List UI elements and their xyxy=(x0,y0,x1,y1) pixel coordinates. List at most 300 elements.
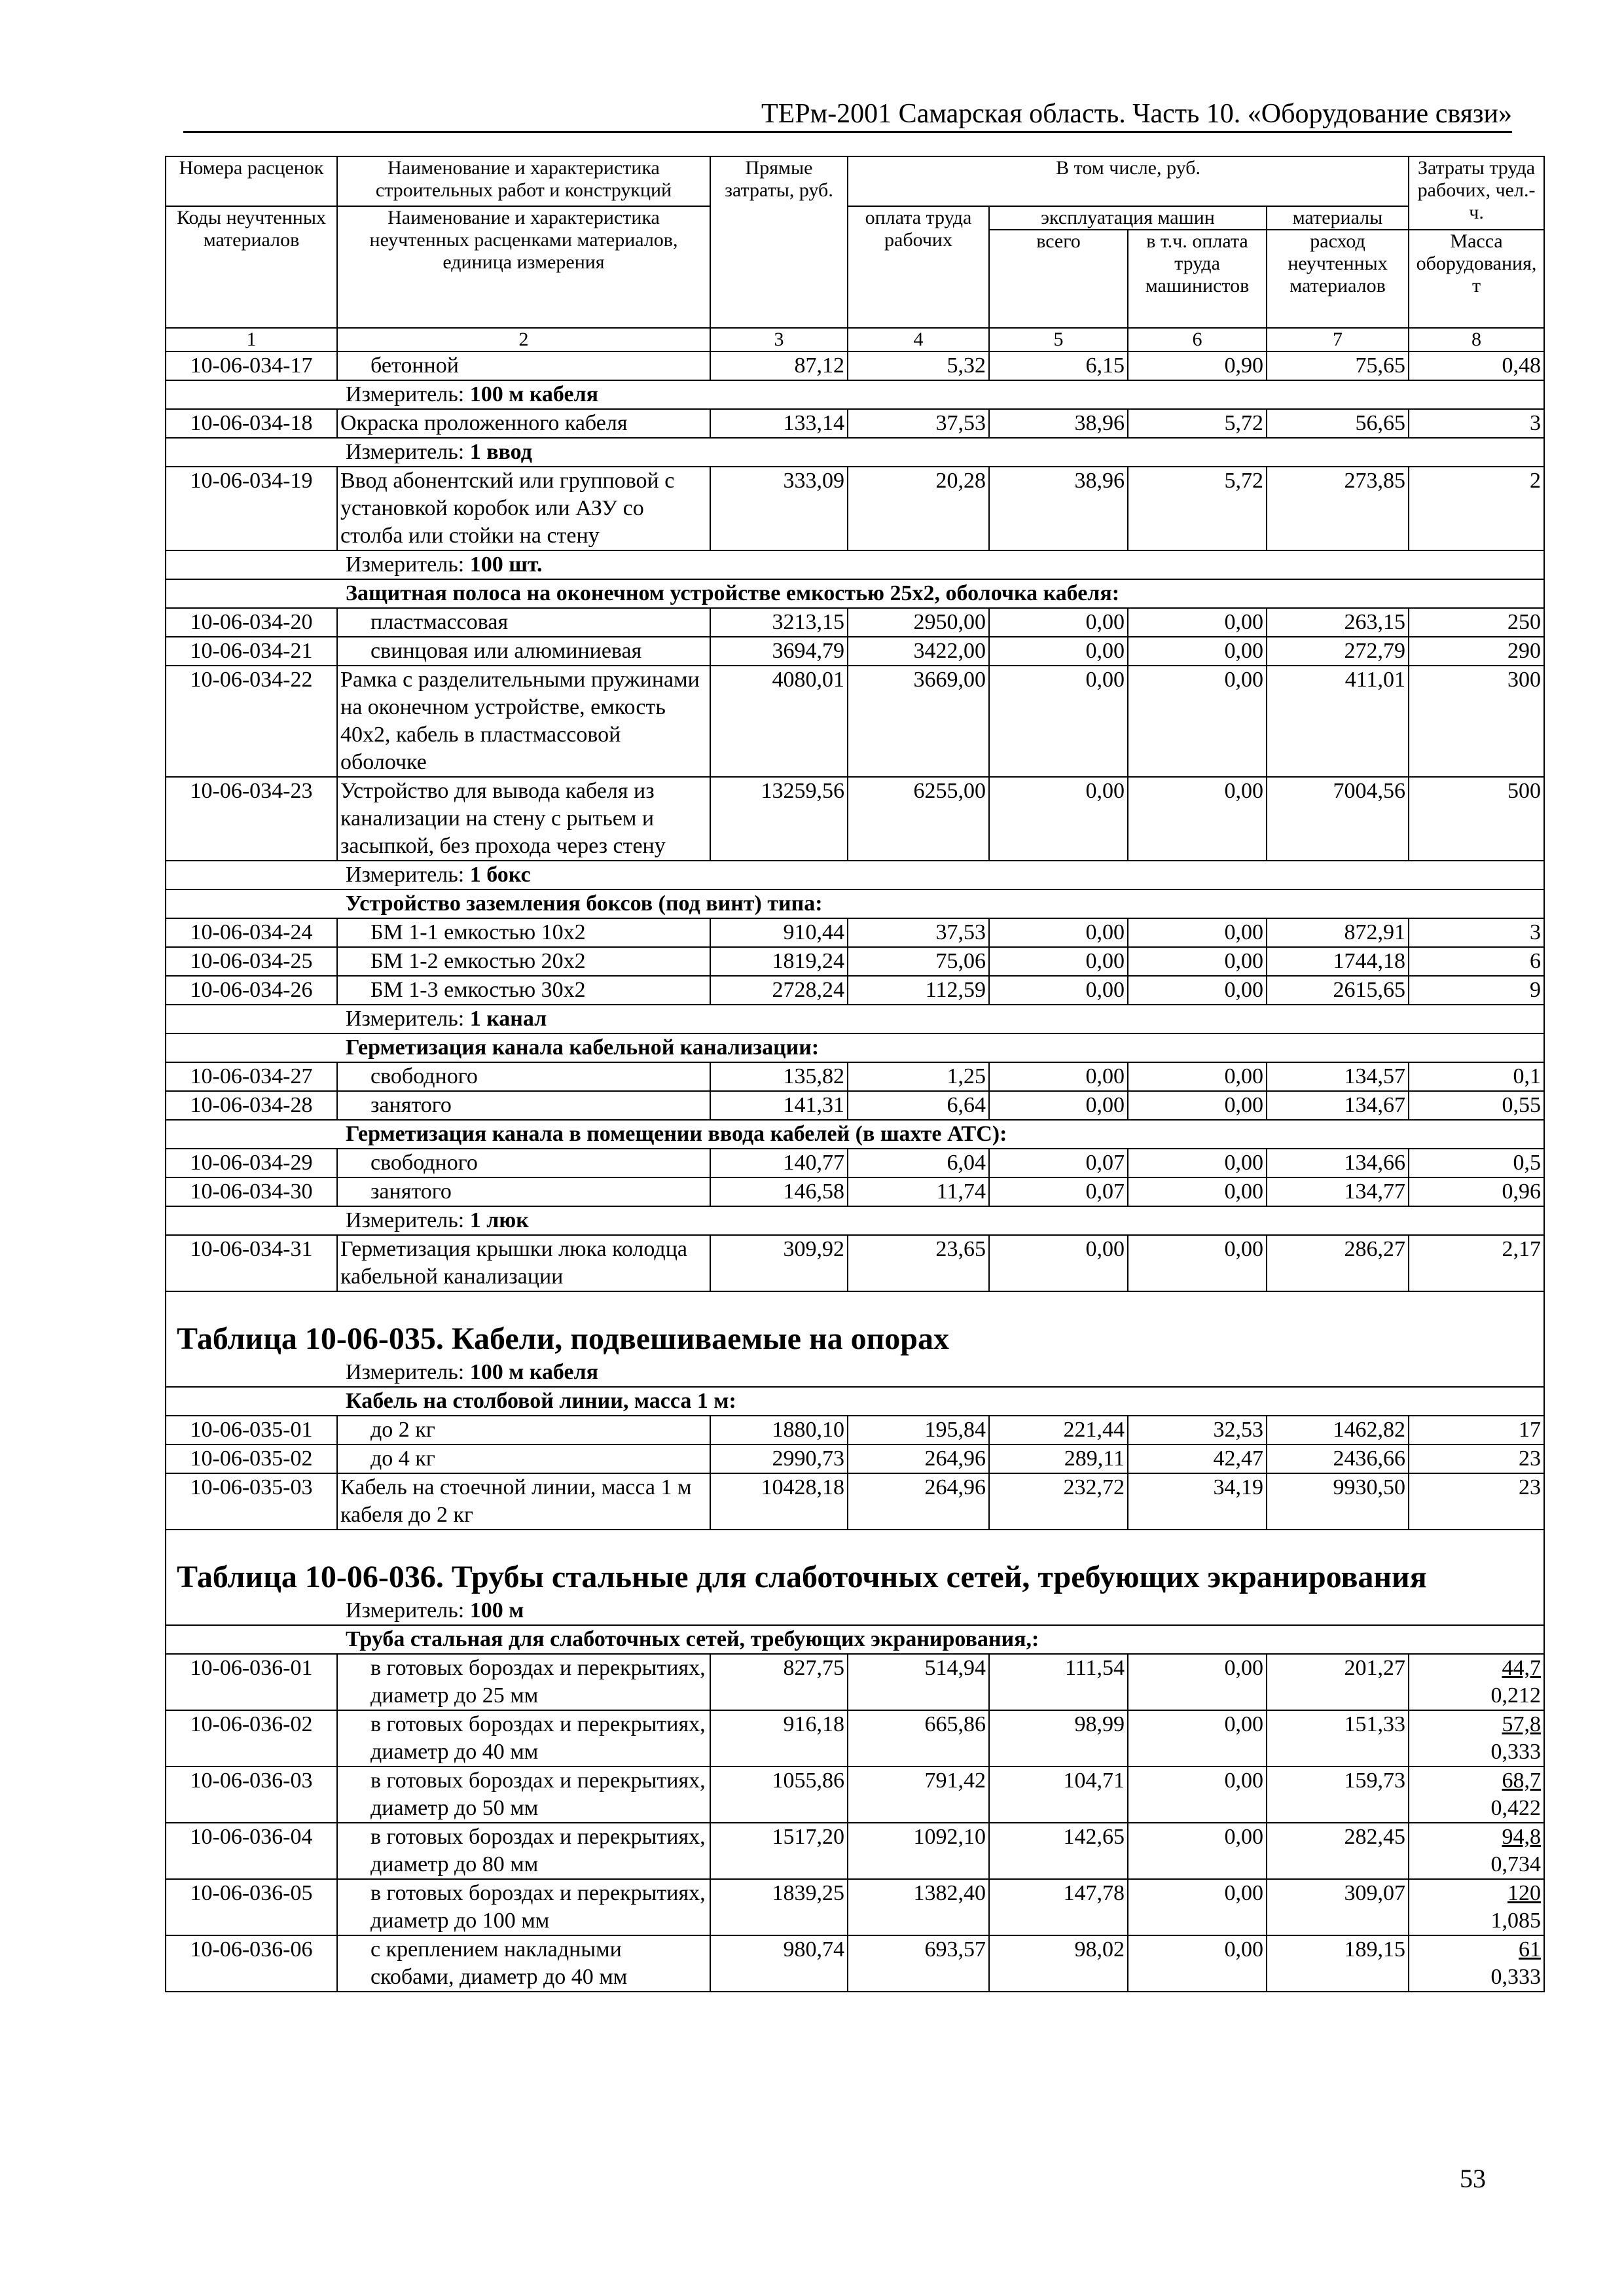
table-row xyxy=(166,1710,1544,1767)
table-row xyxy=(166,1879,1544,1935)
value-cell: 1092,10 xyxy=(848,1823,989,1879)
value-cell: 134,57 xyxy=(1267,1062,1409,1091)
value-cell: 500 xyxy=(1409,777,1544,861)
value-cell: 98,02 xyxy=(989,1935,1128,1992)
rate-name: до 4 кг xyxy=(337,1444,710,1473)
value-cell: 20,28 xyxy=(848,467,989,550)
measure-prefix: Измеритель: xyxy=(346,1007,470,1031)
value-cell: 0,00 xyxy=(1128,1767,1267,1823)
rate-code: 10-06-034-18 xyxy=(166,409,337,438)
head-wages: оплата труда рабочих xyxy=(848,206,989,328)
measure-unit: 1 люк xyxy=(469,1208,529,1232)
value-cell: 3 xyxy=(1409,409,1544,438)
header-rule xyxy=(183,131,1512,133)
rate-name: до 2 кг xyxy=(337,1416,710,1444)
group-row xyxy=(166,1033,1544,1062)
rate-name: Устройство для вывода кабеля из канализации на стену с рытьем и засыпкой, без прохода через стену xyxy=(337,777,710,861)
table-title: Таблица 10-06-035. Кабели, подвешиваемые на опорах xyxy=(166,1291,1544,1359)
value-cell: 0,1 xyxy=(1409,1062,1544,1091)
value-cell: 0,00 xyxy=(1128,976,1267,1005)
value-cell: 286,27 xyxy=(1267,1235,1409,1291)
value-cell: 514,94 xyxy=(848,1654,989,1710)
rate-name: свободного xyxy=(337,1149,710,1177)
measure-prefix: Измеритель: xyxy=(346,552,470,577)
rate-code: 10-06-034-19 xyxy=(166,467,337,550)
value-cell: 290 xyxy=(1409,637,1544,666)
value-cell: 23 xyxy=(1409,1473,1544,1530)
labor-mass-cell xyxy=(1409,1710,1544,1767)
value-cell: 0,00 xyxy=(1128,1710,1267,1767)
value-cell: 5,32 xyxy=(848,351,989,380)
group-row xyxy=(166,1625,1544,1654)
value-cell: 0,00 xyxy=(989,976,1128,1005)
value-cell: 0,00 xyxy=(1128,1235,1267,1291)
value-cell: 6,15 xyxy=(989,351,1128,380)
group-heading: Труба стальная для слаботочных сетей, требующих экранирования,: xyxy=(166,1625,1544,1654)
measure-label xyxy=(166,1597,1544,1625)
value-cell: 112,59 xyxy=(848,976,989,1005)
col-number: 2 xyxy=(337,328,710,351)
value-cell: 309,92 xyxy=(710,1235,848,1291)
measure-prefix: Измеритель: xyxy=(346,1208,470,1232)
value-cell: 980,74 xyxy=(710,1935,848,1992)
value-cell: 273,85 xyxy=(1267,467,1409,550)
rate-code: 10-06-035-02 xyxy=(166,1444,337,1473)
rate-code: 10-06-034-22 xyxy=(166,666,337,777)
measure-prefix: Измеритель: xyxy=(346,440,470,464)
head-unaccounted-materials: расход неучтенных материалов xyxy=(1267,230,1409,328)
value-cell: 0,00 xyxy=(1128,1879,1267,1935)
rate-name: БМ 1-1 емкостью 10х2 xyxy=(337,918,710,947)
value-cell: 9 xyxy=(1409,976,1544,1005)
table-row xyxy=(166,637,1544,666)
value-cell: 263,15 xyxy=(1267,608,1409,637)
col-number: 8 xyxy=(1409,328,1544,351)
value-cell: 134,67 xyxy=(1267,1091,1409,1120)
value-cell: 0,00 xyxy=(1128,1823,1267,1879)
value-cell: 0,00 xyxy=(989,637,1128,666)
value-cell: 264,96 xyxy=(848,1444,989,1473)
rate-name: в готовых бороздах и перекрытиях, диаметр до 100 мм xyxy=(337,1879,710,1935)
value-cell: 189,15 xyxy=(1267,1935,1409,1992)
measure-unit: 100 м кабеля xyxy=(469,382,599,406)
group-row xyxy=(166,1120,1544,1149)
value-cell: 146,58 xyxy=(710,1177,848,1206)
value-cell: 37,53 xyxy=(848,409,989,438)
group-row xyxy=(166,889,1544,918)
value-cell: 1055,86 xyxy=(710,1767,848,1823)
value-cell: 6 xyxy=(1409,947,1544,976)
value-cell: 333,09 xyxy=(710,467,848,550)
rate-code: 10-06-034-17 xyxy=(166,351,337,380)
measure-prefix: Измеритель: xyxy=(346,1360,470,1384)
value-cell: 300 xyxy=(1409,666,1544,777)
measure-prefix: Измеритель: xyxy=(346,863,470,887)
value-cell: 250 xyxy=(1409,608,1544,637)
value-cell: 0,00 xyxy=(1128,1654,1267,1710)
value-cell: 2950,00 xyxy=(848,608,989,637)
rate-name: Герметизация крышки люка колодца кабельной канализации xyxy=(337,1235,710,1291)
value-cell: 147,78 xyxy=(989,1879,1128,1935)
rate-code: 10-06-034-28 xyxy=(166,1091,337,1120)
rate-name: в готовых бороздах и перекрытиях, диаметр до 40 мм xyxy=(337,1710,710,1767)
rate-name: БМ 1-3 емкостью 30х2 xyxy=(337,976,710,1005)
table-title-row xyxy=(166,1291,1544,1359)
table-row xyxy=(166,608,1544,637)
group-row xyxy=(166,579,1544,608)
table-row xyxy=(166,1654,1544,1710)
value-cell: 13259,56 xyxy=(710,777,848,861)
value-cell: 133,14 xyxy=(710,409,848,438)
rate-code: 10-06-035-03 xyxy=(166,1473,337,1530)
value-cell: 0,00 xyxy=(1128,1935,1267,1992)
value-cell: 1880,10 xyxy=(710,1416,848,1444)
mass-value: 0,422 xyxy=(1490,1796,1542,1820)
value-cell: 1382,40 xyxy=(848,1879,989,1935)
rate-code: 10-06-034-21 xyxy=(166,637,337,666)
table-title-row xyxy=(166,1530,1544,1597)
table-row xyxy=(166,351,1544,380)
value-cell: 1517,20 xyxy=(710,1823,848,1879)
value-cell: 309,07 xyxy=(1267,1879,1409,1935)
table-row xyxy=(166,1444,1544,1473)
value-cell: 9930,50 xyxy=(1267,1473,1409,1530)
rate-code: 10-06-036-02 xyxy=(166,1710,337,1767)
head-material-codes: Коды неучтенных материалов xyxy=(166,206,337,328)
value-cell: 17 xyxy=(1409,1416,1544,1444)
mass-value: 0,734 xyxy=(1490,1852,1542,1876)
table-row xyxy=(166,1935,1544,1992)
value-cell: 0,00 xyxy=(1128,947,1267,976)
value-cell: 0,00 xyxy=(989,1062,1128,1091)
value-cell: 0,00 xyxy=(1128,1091,1267,1120)
measure-unit: 1 ввод xyxy=(469,440,532,464)
table-row xyxy=(166,409,1544,438)
group-row xyxy=(166,1387,1544,1416)
rate-name: свинцовая или алюминиевая xyxy=(337,637,710,666)
value-cell: 111,54 xyxy=(989,1654,1128,1710)
value-cell: 134,77 xyxy=(1267,1177,1409,1206)
value-cell: 791,42 xyxy=(848,1767,989,1823)
rate-code: 10-06-034-23 xyxy=(166,777,337,861)
measure-prefix: Измеритель: xyxy=(346,382,470,406)
mass-value: 0,212 xyxy=(1490,1683,1542,1708)
measure-label xyxy=(166,1359,1544,1387)
value-cell: 0,00 xyxy=(989,1091,1128,1120)
rate-name: в готовых бороздах и перекрытиях, диаметр до 25 мм xyxy=(337,1654,710,1710)
value-cell: 0,00 xyxy=(1128,918,1267,947)
table-title: Таблица 10-06-036. Трубы стальные для слаботочных сетей, требующих экранирования xyxy=(166,1530,1544,1597)
value-cell: 282,45 xyxy=(1267,1823,1409,1879)
value-cell: 10428,18 xyxy=(710,1473,848,1530)
measure-prefix: Измеритель: xyxy=(346,1598,470,1623)
value-cell: 2990,73 xyxy=(710,1444,848,1473)
value-cell: 1839,25 xyxy=(710,1879,848,1935)
measure-row xyxy=(166,1597,1544,1625)
value-cell: 0,07 xyxy=(989,1149,1128,1177)
col-number: 6 xyxy=(1128,328,1267,351)
col-number: 5 xyxy=(989,328,1128,351)
value-cell: 11,74 xyxy=(848,1177,989,1206)
col-number: 1 xyxy=(166,328,337,351)
value-cell: 0,00 xyxy=(1128,666,1267,777)
rate-name: с креплением накладными скобами, диаметр до 40 мм xyxy=(337,1935,710,1992)
col-number: 7 xyxy=(1267,328,1409,351)
measure-row xyxy=(166,1359,1544,1387)
rate-name: Окраска проложенного кабеля xyxy=(337,409,710,438)
table-row xyxy=(166,467,1544,550)
value-cell: 34,19 xyxy=(1128,1473,1267,1530)
value-cell: 23 xyxy=(1409,1444,1544,1473)
value-cell: 0,00 xyxy=(1128,1062,1267,1091)
group-heading: Устройство заземления боксов (под винт) типа: xyxy=(166,889,1544,918)
table-row xyxy=(166,918,1544,947)
measure-label xyxy=(166,380,1544,409)
value-cell: 134,66 xyxy=(1267,1149,1409,1177)
value-cell: 5,72 xyxy=(1128,409,1267,438)
page-number: 53 xyxy=(1460,2164,1486,2193)
measure-unit: 1 канал xyxy=(469,1007,547,1031)
value-cell: 1819,24 xyxy=(710,947,848,976)
rate-code: 10-06-036-04 xyxy=(166,1823,337,1879)
measure-row xyxy=(166,438,1544,467)
value-cell: 0,90 xyxy=(1128,351,1267,380)
labor-value: 57,8 xyxy=(1502,1712,1542,1736)
head-work-name: Наименование и характеристика строительных работ и конструкций xyxy=(337,156,710,206)
value-cell: 3 xyxy=(1409,918,1544,947)
table-row xyxy=(166,1767,1544,1823)
value-cell: 2436,66 xyxy=(1267,1444,1409,1473)
value-cell: 0,00 xyxy=(989,947,1128,976)
head-machines-total: всего xyxy=(989,230,1128,328)
value-cell: 665,86 xyxy=(848,1710,989,1767)
running-header: ТЕРм-2001 Самарская область. Часть 10. «Оборудование связи» xyxy=(761,99,1512,129)
rate-code: 10-06-034-31 xyxy=(166,1235,337,1291)
measure-label xyxy=(166,550,1544,579)
value-cell: 98,99 xyxy=(989,1710,1128,1767)
measure-row xyxy=(166,380,1544,409)
table-row xyxy=(166,1823,1544,1879)
rate-code: 10-06-034-24 xyxy=(166,918,337,947)
value-cell: 2728,24 xyxy=(710,976,848,1005)
group-heading: Герметизация канала в помещении ввода кабелей (в шахте АТС): xyxy=(166,1120,1544,1149)
rate-name: занятого xyxy=(337,1091,710,1120)
head-machinist-wages: в т.ч. оплата труда машинистов xyxy=(1128,230,1267,328)
col-number: 4 xyxy=(848,328,989,351)
rate-name: свободного xyxy=(337,1062,710,1091)
value-cell: 1,25 xyxy=(848,1062,989,1091)
value-cell: 6,04 xyxy=(848,1149,989,1177)
value-cell: 75,06 xyxy=(848,947,989,976)
rate-name: Ввод абонентский или групповой с установкой коробок или АЗУ со столба или стойки на стену xyxy=(337,467,710,550)
rate-code: 10-06-034-26 xyxy=(166,976,337,1005)
mass-value: 1,085 xyxy=(1490,1909,1542,1933)
rate-name: БМ 1-2 емкостью 20х2 xyxy=(337,947,710,976)
value-cell: 872,91 xyxy=(1267,918,1409,947)
value-cell: 264,96 xyxy=(848,1473,989,1530)
value-cell: 272,79 xyxy=(1267,637,1409,666)
measure-unit: 100 м xyxy=(469,1598,524,1623)
rate-name: занятого xyxy=(337,1177,710,1206)
rate-name: Кабель на стоечной линии, масса 1 м кабеля до 2 кг xyxy=(337,1473,710,1530)
value-cell: 411,01 xyxy=(1267,666,1409,777)
head-material-name: Наименование и характеристика неучтенных расценками материалов, единица измерения xyxy=(337,206,710,328)
table-row xyxy=(166,947,1544,976)
measure-row xyxy=(166,1206,1544,1235)
value-cell: 2615,65 xyxy=(1267,976,1409,1005)
labor-mass-cell xyxy=(1409,1767,1544,1823)
value-cell: 0,00 xyxy=(1128,608,1267,637)
labor-value: 94,8 xyxy=(1502,1825,1542,1849)
value-cell: 910,44 xyxy=(710,918,848,947)
value-cell: 5,72 xyxy=(1128,467,1267,550)
price-table xyxy=(165,156,1545,1992)
value-cell: 1744,18 xyxy=(1267,947,1409,976)
value-cell: 0,00 xyxy=(989,608,1128,637)
head-direct-costs: Прямые затраты, руб. xyxy=(710,156,848,328)
value-cell: 0,48 xyxy=(1409,351,1544,380)
rate-code: 10-06-034-27 xyxy=(166,1062,337,1091)
head-codes: Номера расценок xyxy=(166,156,337,206)
table-row xyxy=(166,976,1544,1005)
group-heading: Защитная полоса на оконечном устройстве емкостью 25х2, оболочка кабеля: xyxy=(166,579,1544,608)
table-row xyxy=(166,1149,1544,1177)
value-cell: 0,00 xyxy=(989,666,1128,777)
head-machines: эксплуатация машин xyxy=(989,206,1267,230)
mass-value: 0,333 xyxy=(1490,1740,1542,1764)
measure-label xyxy=(166,1005,1544,1033)
value-cell: 0,5 xyxy=(1409,1149,1544,1177)
table-row xyxy=(166,1091,1544,1120)
value-cell: 3669,00 xyxy=(848,666,989,777)
labor-value: 68,7 xyxy=(1502,1768,1542,1793)
value-cell: 38,96 xyxy=(989,409,1128,438)
rate-name: в готовых бороздах и перекрытиях, диаметр до 80 мм xyxy=(337,1823,710,1879)
table-row xyxy=(166,1235,1544,1291)
value-cell: 141,31 xyxy=(710,1091,848,1120)
value-cell: 0,00 xyxy=(1128,637,1267,666)
value-cell: 0,00 xyxy=(1128,777,1267,861)
rate-code: 10-06-036-06 xyxy=(166,1935,337,1992)
labor-value: 61 xyxy=(1519,1937,1542,1962)
labor-mass-cell xyxy=(1409,1823,1544,1879)
value-cell: 0,07 xyxy=(989,1177,1128,1206)
value-cell: 195,84 xyxy=(848,1416,989,1444)
measure-row xyxy=(166,1005,1544,1033)
value-cell: 2,17 xyxy=(1409,1235,1544,1291)
measure-label xyxy=(166,438,1544,467)
rate-code: 10-06-034-29 xyxy=(166,1149,337,1177)
value-cell: 7004,56 xyxy=(1267,777,1409,861)
group-heading: Кабель на столбовой линии, масса 1 м: xyxy=(166,1387,1544,1416)
value-cell: 3213,15 xyxy=(710,608,848,637)
mass-value: 0,333 xyxy=(1490,1965,1542,1989)
value-cell: 289,11 xyxy=(989,1444,1128,1473)
value-cell: 0,96 xyxy=(1409,1177,1544,1206)
value-cell: 104,71 xyxy=(989,1767,1128,1823)
table-row xyxy=(166,1473,1544,1530)
value-cell: 693,57 xyxy=(848,1935,989,1992)
labor-value: 120 xyxy=(1507,1881,1542,1905)
value-cell: 56,65 xyxy=(1267,409,1409,438)
table-row xyxy=(166,1062,1544,1091)
rate-code: 10-06-036-01 xyxy=(166,1654,337,1710)
value-cell: 140,77 xyxy=(710,1149,848,1177)
value-cell: 916,18 xyxy=(710,1710,848,1767)
rate-name: Рамка с разделительными пружинами на оконечном устройстве, емкость 40х2, кабель в пластмассовой оболочке xyxy=(337,666,710,777)
labor-mass-cell xyxy=(1409,1879,1544,1935)
rate-code: 10-06-036-05 xyxy=(166,1879,337,1935)
value-cell: 221,44 xyxy=(989,1416,1128,1444)
value-cell: 37,53 xyxy=(848,918,989,947)
rate-code: 10-06-035-01 xyxy=(166,1416,337,1444)
rate-code: 10-06-034-25 xyxy=(166,947,337,976)
value-cell: 23,65 xyxy=(848,1235,989,1291)
labor-mass-cell xyxy=(1409,1935,1544,1992)
measure-unit: 1 бокс xyxy=(469,863,531,887)
value-cell: 0,55 xyxy=(1409,1091,1544,1120)
value-cell: 2 xyxy=(1409,467,1544,550)
value-cell: 201,27 xyxy=(1267,1654,1409,1710)
table-row xyxy=(166,1177,1544,1206)
rate-name: пластмассовая xyxy=(337,608,710,637)
rate-name: в готовых бороздах и перекрытиях, диаметр до 50 мм xyxy=(337,1767,710,1823)
value-cell: 32,53 xyxy=(1128,1416,1267,1444)
value-cell: 42,47 xyxy=(1128,1444,1267,1473)
value-cell: 0,00 xyxy=(989,1235,1128,1291)
measure-row xyxy=(166,861,1544,889)
value-cell: 6255,00 xyxy=(848,777,989,861)
value-cell: 0,00 xyxy=(989,918,1128,947)
measure-row xyxy=(166,550,1544,579)
rate-code: 10-06-034-20 xyxy=(166,608,337,637)
value-cell: 6,64 xyxy=(848,1091,989,1120)
value-cell: 3422,00 xyxy=(848,637,989,666)
rate-code: 10-06-036-03 xyxy=(166,1767,337,1823)
value-cell: 151,33 xyxy=(1267,1710,1409,1767)
value-cell: 232,72 xyxy=(989,1473,1128,1530)
value-cell: 159,73 xyxy=(1267,1767,1409,1823)
head-equipment-mass: Масса оборудования, т xyxy=(1409,230,1544,328)
value-cell: 0,00 xyxy=(989,777,1128,861)
value-cell: 827,75 xyxy=(710,1654,848,1710)
head-materials: материалы xyxy=(1267,206,1409,230)
head-labor-costs: Затраты труда рабочих, чел.-ч. xyxy=(1409,156,1544,230)
value-cell: 142,65 xyxy=(989,1823,1128,1879)
value-cell: 135,82 xyxy=(710,1062,848,1091)
head-including: В том числе, руб. xyxy=(848,156,1409,206)
measure-label xyxy=(166,861,1544,889)
value-cell: 87,12 xyxy=(710,351,848,380)
measure-unit: 100 м кабеля xyxy=(469,1360,599,1384)
table-row xyxy=(166,777,1544,861)
rate-name: бетонной xyxy=(337,351,710,380)
value-cell: 0,00 xyxy=(1128,1177,1267,1206)
rate-code: 10-06-034-30 xyxy=(166,1177,337,1206)
table-row xyxy=(166,1416,1544,1444)
measure-unit: 100 шт. xyxy=(469,552,543,577)
value-cell: 0,00 xyxy=(1128,1149,1267,1177)
table-row xyxy=(166,666,1544,777)
labor-mass-cell xyxy=(1409,1654,1544,1710)
value-cell: 4080,01 xyxy=(710,666,848,777)
col-number: 3 xyxy=(710,328,848,351)
group-heading: Герметизация канала кабельной канализации: xyxy=(166,1033,1544,1062)
labor-value: 44,7 xyxy=(1502,1656,1542,1680)
measure-label xyxy=(166,1206,1544,1235)
value-cell: 3694,79 xyxy=(710,637,848,666)
value-cell: 38,96 xyxy=(989,467,1128,550)
